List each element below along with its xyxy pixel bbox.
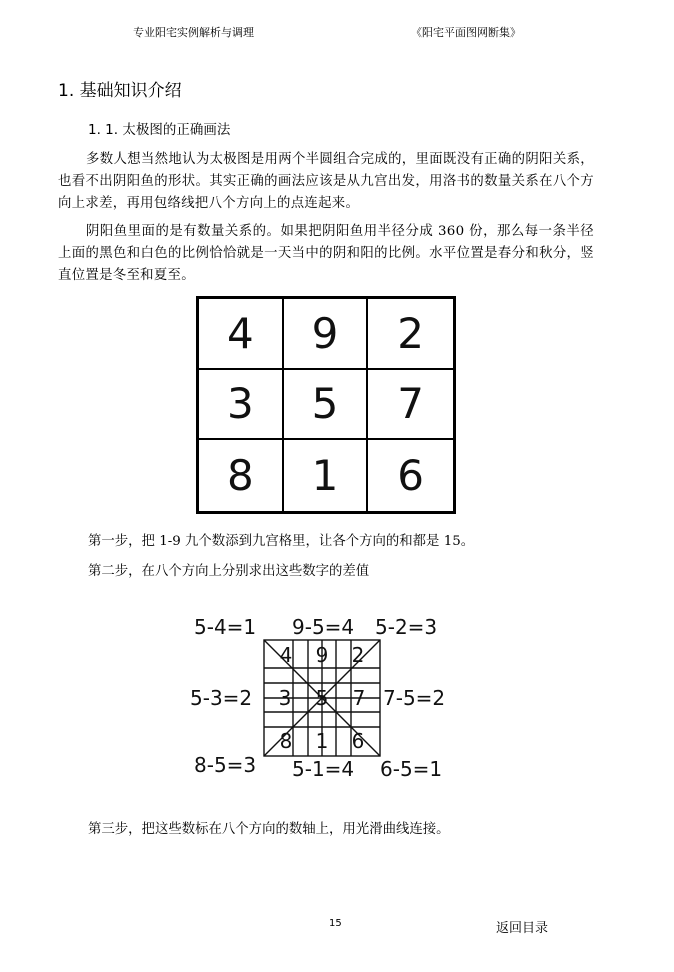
diagram-digit: 1 (315, 729, 329, 753)
grid-cell: 9 (284, 299, 369, 370)
equation-bottom-right: 6-5=1 (380, 757, 443, 781)
back-to-toc-link[interactable]: 返回目录 (496, 921, 549, 936)
lo-shu-grid (196, 296, 456, 514)
diagram-digit: 8 (279, 729, 293, 753)
grid-cell: 3 (199, 370, 284, 441)
diagram-digit: 9 (315, 643, 329, 667)
grid-cell: 6 (397, 451, 425, 501)
equation-left: 5-3=2 (190, 686, 253, 710)
equation-bottom-left: 8-5=3 (194, 753, 257, 777)
grid-cell: 4 (199, 299, 284, 370)
paragraph-2: 阴阳鱼里面的是有数量关系的。如果把阴阳鱼用半径分成 360 份，那么每一条半径上面的黑色和白色的比例恰恰就是一天当中的阴和阳的比例。水平位置是春分和秋分，竖直位置是冬至和夏至。 (58, 224, 594, 283)
step-1-text: 第一步，把 1-9 九个数添到九宫格里，让各个方向的和都是 15。 (88, 534, 475, 549)
step-3-text: 第三步，把这些数标在八个方向的数轴上，用光滑曲线连接。 (88, 822, 450, 837)
diagram-digit: 3 (278, 686, 292, 710)
equation-bottom: 5-1=4 (292, 757, 355, 781)
grid-cell: 8 (199, 440, 284, 511)
diagram-digit: 6 (351, 729, 365, 753)
step-2-text: 第二步，在八个方向上分别求出这些数字的差值 (88, 564, 370, 579)
equation-top-right: 5-2=3 (375, 615, 438, 639)
equation-right: 7-5=2 (383, 686, 446, 710)
paragraph-1: 多数人想当然地认为太极图是用两个半圆组合完成的，里面既没有正确的阴阳关系，也看不出阴阳鱼的形状。其实正确的画法应该是从九宫出发，用洛书的数量关系在八个方向上求差，再用包络线把八个方向上的点连起来。 (58, 152, 594, 211)
grid-cell: 2 (368, 299, 453, 370)
section-title: 1. 基础知识介绍 (58, 81, 182, 101)
diagram-digit: 2 (351, 643, 365, 667)
header-book-title: 《阳宅平面图网断集》 (411, 26, 521, 39)
grid-cell: 1 (284, 440, 369, 511)
difference-diagram (180, 606, 470, 786)
header-book-subtitle: 专业阳宅实例解析与调理 (133, 26, 254, 39)
subsection-title: 1. 1. 太极图的正确画法 (88, 122, 231, 138)
equation-top: 9-5=4 (292, 615, 355, 639)
grid-cell: 7 (368, 370, 453, 441)
diagram-digit: 5 (315, 686, 329, 710)
page-number: 15 (329, 918, 342, 929)
grid-cell: 5 (284, 370, 369, 441)
diagram-digit: 4 (279, 643, 293, 667)
equation-top-left: 5-4=1 (194, 615, 257, 639)
diagram-digit: 7 (352, 686, 366, 710)
